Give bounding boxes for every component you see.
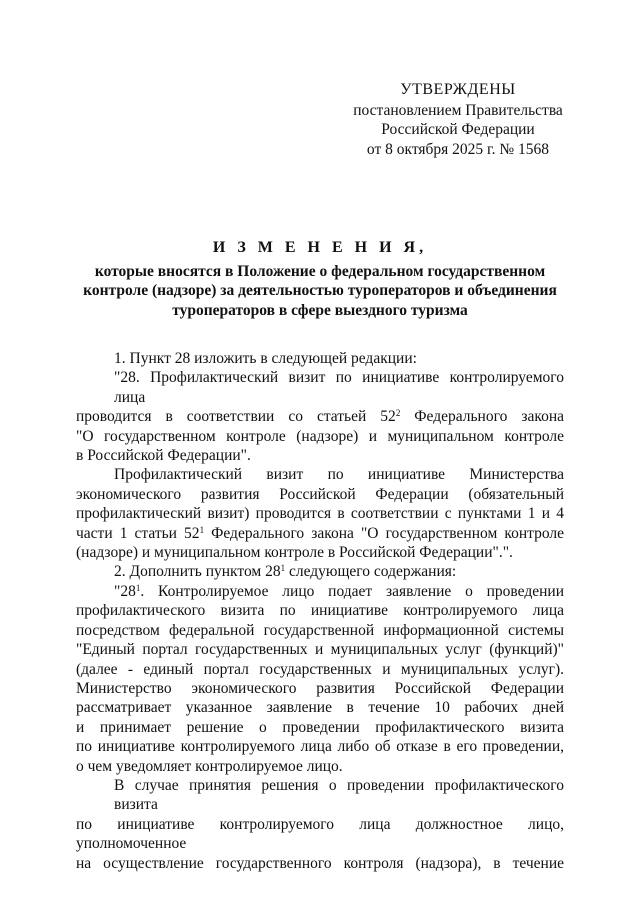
text-line: "28. Профилактический визит по инициативе контролируемого лица — [114, 369, 564, 406]
text-line: посредством федеральной государственной информационной системы — [76, 621, 564, 639]
text-line: рассматривает указанное заявление в течение 10 рабочих дней — [76, 699, 564, 717]
document-body — [76, 349, 564, 873]
approval-line: Российской Федерации — [381, 121, 535, 138]
text-line — [76, 582, 564, 601]
superscript: 1 — [199, 524, 205, 535]
text-line: и принимает решение о проведении профилактического визита — [76, 718, 564, 736]
text-line: по инициативе контролируемого лица должностное лицо, уполномоченное — [76, 815, 564, 853]
text-line: Министерство экономического развития Российской Федерации — [76, 679, 564, 697]
text-line — [76, 562, 564, 581]
text-span: . Контролируемое лицо подает заявление о проведении — [140, 582, 564, 600]
superscript: 1 — [280, 563, 286, 574]
text-line: (надзоре) и муниципальном контроле в Российской Федерации".". — [76, 544, 513, 562]
text-line: по инициативе контролируемого лица либо об отказе в его проведении, — [76, 738, 564, 756]
superscript: 1 — [135, 582, 141, 593]
text-line: 1. Пункт 28 изложить в следующей редакции: — [114, 350, 417, 367]
text-span: "28 — [114, 582, 136, 600]
text-line: "О государственном контроле (надзоре) и муниципальном контроле — [76, 427, 564, 445]
approval-stamp — [330, 80, 586, 159]
text-line — [76, 407, 564, 426]
title-line: контроле (надзоре) за деятельностью туроператоров и объединения — [83, 282, 557, 299]
title-main: И З М Е Н Е Н И Я, — [212, 239, 428, 256]
text-line: В случае принятия решения о проведении профилактического визита — [114, 776, 564, 814]
approval-line: постановлением Правительства — [353, 101, 563, 119]
title-line: туроператоров в сфере выездного туризма — [172, 301, 468, 319]
superscript: 2 — [395, 408, 401, 419]
document-title — [70, 238, 570, 320]
text-span: Федерального закона "О государственном контроле — [204, 524, 564, 542]
text-line: в Российской Федерации". — [76, 447, 251, 465]
text-span: следующего содержания: — [285, 563, 457, 581]
text-line: (далее - единый портал государственных и муниципальных услуг). — [76, 660, 564, 678]
title-line: которые вносятся в Положение о федеральном государственном — [94, 262, 546, 280]
text-line: экономического развития Российской Федерации (обязательный — [76, 485, 564, 503]
text-line: "Единый портал государственных и муниципальных услуг (функций)" — [76, 641, 564, 659]
text-line: профилактический визит) проводится в соответствии с пунктами 1 и 4 — [76, 505, 564, 523]
text-line: профилактического визита по инициативе контролируемого лица — [76, 602, 564, 620]
text-line: на осуществление государственного контроля (надзора), в течение — [76, 854, 564, 872]
text-span: проводится в соответствии со статьей 52 — [76, 408, 396, 426]
text-line — [76, 524, 564, 543]
approval-line: от 8 октября 2025 г. № 1568 — [366, 140, 550, 158]
text-line: Профилактический визит по инициативе Министерства — [114, 466, 564, 484]
text-span: части 1 статьи 52 — [76, 524, 200, 542]
text-span: 2. Дополнить пунктом 28 — [114, 563, 281, 581]
text-span: Федерального закона — [400, 408, 564, 426]
approval-heading: УТВЕРЖДЕНЫ — [400, 81, 516, 98]
text-line: о чем уведомляет контролируемое лицо. — [76, 757, 343, 775]
